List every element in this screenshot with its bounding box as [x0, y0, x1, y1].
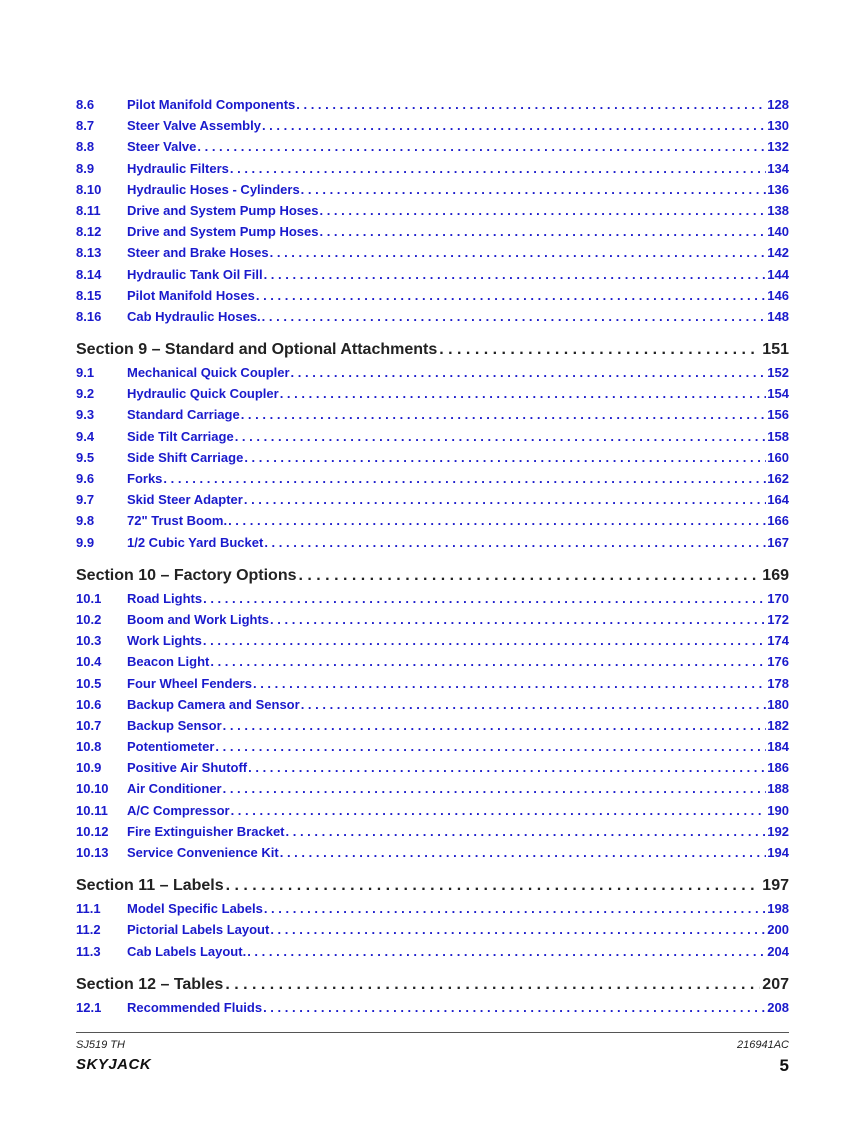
dot-leader: [291, 365, 767, 380]
entry-title: Standard Carriage: [127, 407, 240, 423]
dot-leader: [253, 676, 766, 691]
toc-entry[interactable]: [76, 633, 789, 654]
section-heading[interactable]: [76, 341, 789, 365]
entry-number: 10.10: [76, 781, 109, 797]
toc-entry[interactable]: [76, 429, 789, 450]
entry-page: 162: [767, 471, 789, 486]
dot-leader: [301, 182, 767, 197]
toc-entry[interactable]: [76, 471, 789, 492]
entry-title: Service Convenience Kit: [127, 845, 279, 860]
page-number: 5: [779, 1056, 789, 1075]
entry-number: 8.7: [76, 118, 95, 134]
entry-title: Recommended Fluids: [127, 999, 263, 1015]
entry-page: 138: [767, 202, 789, 218]
entry-page: 158: [767, 428, 789, 444]
section-title: Section 9 – Standard and Optional Attachments: [76, 341, 438, 359]
entry-title: Boom and Work Lights: [127, 611, 270, 627]
entry-title: A/C Compressor: [127, 802, 230, 818]
dot-leader: [262, 309, 767, 324]
entry-page: 132: [767, 139, 789, 155]
dot-leader: [286, 824, 767, 839]
entry-page: 176: [767, 654, 789, 670]
entry-number: 10.7: [76, 717, 102, 733]
entry-title: Cab Labels Layout.: [127, 943, 247, 959]
entry-number: 10.3: [76, 633, 102, 649]
dot-leader: [228, 513, 766, 528]
entry-page: 144: [767, 266, 789, 282]
entry-number: 8.13: [76, 245, 102, 261]
section-page: 169: [762, 566, 789, 584]
entry-number: 8.6: [76, 97, 95, 112]
entry-number: 8.11: [76, 202, 101, 218]
section-heading[interactable]: [76, 567, 789, 591]
toc-entry[interactable]: [76, 944, 789, 965]
entry-title: Steer Valve Assembly: [127, 118, 261, 134]
dot-leader: [301, 697, 767, 712]
toc-entry[interactable]: [76, 267, 789, 288]
entry-number: 11.2: [76, 922, 101, 938]
toc-entry[interactable]: [76, 845, 789, 866]
dot-leader: [256, 288, 766, 303]
entry-number: 10.8: [76, 739, 102, 755]
toc-entry[interactable]: [76, 676, 789, 697]
dot-leader: [203, 591, 766, 606]
dot-leader: [226, 877, 761, 895]
skyjack-logo: SKYJACK: [76, 1056, 152, 1073]
entry-title: Side Shift Carriage: [127, 449, 244, 465]
dot-leader: [197, 139, 766, 154]
entry-title: Mechanical Quick Coupler: [127, 365, 290, 381]
entry-page: 180: [767, 696, 789, 712]
section-title: Section 10 – Factory Options: [76, 566, 297, 584]
entry-page: 154: [767, 386, 789, 402]
entry-page: 208: [767, 999, 789, 1015]
toc-entry[interactable]: [76, 739, 789, 760]
toc-entry[interactable]: [76, 1000, 789, 1021]
dot-leader: [210, 654, 766, 669]
entry-number: 9.2: [76, 386, 95, 402]
entry-number: 9.9: [76, 534, 95, 550]
entry-title: Hydraulic Tank Oil Fill: [127, 266, 263, 282]
toc-entry[interactable]: [76, 203, 789, 224]
dot-leader: [263, 1000, 766, 1015]
entry-title: Work Lights: [127, 633, 202, 649]
entry-number: 10.6: [76, 696, 102, 712]
toc-entry[interactable]: [76, 922, 789, 943]
dot-leader: [247, 944, 766, 959]
entry-page: 194: [767, 845, 789, 860]
entry-page: 148: [767, 308, 789, 324]
dot-leader: [280, 386, 767, 401]
dot-leader: [280, 845, 767, 860]
entry-page: 178: [767, 675, 789, 691]
entry-number: 10.11: [76, 802, 108, 818]
document-code: 216941AC: [737, 1039, 789, 1051]
entry-page: 200: [767, 922, 789, 938]
entry-title: Four Wheel Fenders: [127, 675, 252, 691]
dot-leader: [244, 450, 766, 465]
dot-leader: [223, 718, 767, 733]
entry-number: 10.12: [76, 823, 109, 839]
dot-leader: [244, 492, 766, 507]
toc-entry[interactable]: [76, 901, 789, 922]
entry-title: Hydraulic Filters: [127, 160, 229, 176]
entry-number: 9.6: [76, 471, 95, 486]
entry-title: Fire Extinguisher Bracket: [127, 823, 285, 839]
entry-number: 9.3: [76, 407, 95, 423]
toc-entry[interactable]: [76, 591, 789, 612]
entry-page: 174: [767, 633, 789, 649]
entry-number: 12.1: [76, 999, 102, 1015]
entry-page: 182: [767, 717, 789, 733]
document-id: SJ519 TH: [76, 1039, 125, 1051]
entry-number: 8.15: [76, 287, 102, 303]
entry-number: 8.9: [76, 160, 95, 176]
toc-entry[interactable]: [76, 365, 789, 386]
entry-number: 9.7: [76, 492, 95, 508]
entry-page: 188: [767, 781, 789, 797]
entry-page: 170: [767, 590, 789, 606]
toc-entry[interactable]: [76, 824, 789, 845]
entry-page: 140: [767, 224, 789, 240]
toc-entry[interactable]: [76, 760, 789, 781]
entry-number: 10.4: [76, 654, 102, 670]
toc-entry[interactable]: [76, 535, 789, 556]
dot-leader: [223, 781, 767, 796]
toc-entry[interactable]: [76, 139, 789, 160]
dot-leader: [235, 429, 767, 444]
dot-leader: [270, 922, 766, 937]
entry-page: 136: [767, 181, 789, 197]
dot-leader: [319, 224, 766, 239]
dot-leader: [296, 97, 766, 112]
dot-leader: [262, 118, 766, 133]
dot-leader: [264, 267, 767, 282]
entry-title: Cab Hydraulic Hoses.: [127, 308, 261, 324]
entry-title: Drive and System Pump Hoses: [127, 224, 319, 240]
dot-leader: [231, 803, 767, 818]
toc-entry[interactable]: [76, 161, 789, 182]
entry-page: 167: [767, 534, 789, 550]
entry-title: Drive and System Pump Hoses: [127, 202, 319, 218]
dot-leader: [319, 203, 766, 218]
entry-page: 198: [767, 901, 789, 917]
entry-title: Skid Steer Adapter: [127, 492, 243, 508]
dot-leader: [241, 407, 767, 422]
entry-number: 10.9: [76, 760, 102, 776]
entry-number: 9.1: [76, 365, 95, 381]
toc-entry[interactable]: [76, 309, 789, 330]
entry-number: 11.1: [76, 901, 101, 917]
entry-title: Pilot Manifold Hoses: [127, 287, 255, 303]
entry-title: Road Lights: [127, 590, 203, 606]
section-page: 151: [762, 341, 789, 359]
entry-title: Potentiometer: [127, 739, 215, 755]
toc-entry[interactable]: [76, 492, 789, 513]
section-title: Section 12 – Tables: [76, 975, 224, 993]
dot-leader: [163, 471, 766, 486]
entry-number: 11.3: [76, 943, 101, 959]
entry-page: 184: [767, 739, 789, 755]
toc-entry[interactable]: [76, 803, 789, 824]
toc-entry[interactable]: [76, 513, 789, 534]
dot-leader: [230, 161, 766, 176]
table-of-contents: [76, 97, 789, 1021]
entry-page: 192: [767, 823, 789, 839]
entry-page: 156: [767, 407, 789, 423]
dot-leader: [270, 612, 766, 627]
dot-leader: [270, 245, 767, 260]
entry-number: 10.5: [76, 675, 102, 691]
entry-number: 10.1: [76, 590, 102, 606]
section-title: Section 11 – Labels: [76, 877, 224, 895]
section-heading[interactable]: [76, 976, 789, 1000]
entry-title: Side Tilt Carriage: [127, 428, 234, 444]
toc-entry[interactable]: [76, 288, 789, 309]
entry-page: 152: [767, 365, 789, 381]
toc-entry[interactable]: [76, 118, 789, 139]
entry-title: Hydraulic Quick Coupler: [127, 386, 279, 402]
dot-leader: [439, 341, 760, 359]
entry-title: Pictorial Labels Layout: [127, 922, 270, 938]
entry-number: 9.8: [76, 513, 95, 529]
toc-entry[interactable]: [76, 224, 789, 245]
dot-leader: [225, 976, 760, 994]
entry-title: Backup Sensor: [127, 717, 222, 733]
entry-title: Steer and Brake Hoses: [127, 245, 269, 261]
entry-title: Hydraulic Hoses - Cylinders: [127, 181, 300, 197]
toc-entry[interactable]: [76, 407, 789, 428]
entry-number: 8.16: [76, 308, 102, 324]
entry-title: Air Conditioner: [127, 781, 222, 797]
entry-title: Beacon Light: [127, 654, 210, 670]
dot-leader: [215, 739, 766, 754]
entry-page: 190: [767, 802, 789, 818]
entry-number: 8.12: [76, 224, 102, 240]
toc-entry[interactable]: [76, 245, 789, 266]
toc-entry[interactable]: [76, 97, 789, 118]
section-page: 197: [762, 877, 789, 895]
toc-entry[interactable]: [76, 386, 789, 407]
entry-title: Positive Air Shutoff: [127, 760, 248, 776]
entry-page: 146: [767, 287, 789, 303]
entry-title: 1/2 Cubic Yard Bucket: [127, 534, 264, 550]
entry-page: 166: [767, 513, 789, 529]
dot-leader: [264, 901, 766, 916]
entry-page: 134: [767, 160, 789, 176]
entry-page: 160: [767, 449, 789, 465]
entry-page: 186: [767, 760, 789, 776]
toc-entry[interactable]: [76, 654, 789, 675]
toc-entry[interactable]: [76, 718, 789, 739]
entry-page: 164: [767, 492, 789, 508]
dot-leader: [264, 535, 766, 550]
entry-number: 8.10: [76, 181, 102, 197]
entry-page: 204: [767, 943, 789, 959]
toc-entry[interactable]: [76, 450, 789, 471]
entry-title: 72" Trust Boom.: [127, 513, 228, 529]
entry-title: Forks: [127, 471, 163, 486]
entry-page: 142: [767, 245, 789, 261]
entry-title: Pilot Manifold Components: [127, 97, 296, 112]
toc-entry[interactable]: [76, 612, 789, 633]
footer-divider: [76, 1032, 789, 1033]
section-heading[interactable]: [76, 877, 789, 901]
entry-number: 9.5: [76, 449, 95, 465]
entry-number: 10.13: [76, 845, 109, 860]
entry-page: 128: [767, 97, 789, 112]
section-page: 207: [762, 975, 789, 993]
toc-entry[interactable]: [76, 781, 789, 802]
entry-title: Model Specific Labels: [127, 901, 263, 917]
toc-entry[interactable]: [76, 182, 789, 203]
toc-entry[interactable]: [76, 697, 789, 718]
entry-number: 10.2: [76, 611, 102, 627]
dot-leader: [248, 760, 766, 775]
entry-number: 8.14: [76, 266, 102, 282]
entry-number: 9.4: [76, 428, 95, 444]
entry-title: Backup Camera and Sensor: [127, 696, 300, 712]
dot-leader: [299, 567, 761, 585]
dot-leader: [203, 633, 766, 648]
entry-number: 8.8: [76, 139, 95, 155]
entry-page: 130: [767, 118, 789, 134]
entry-title: Steer Valve: [127, 139, 197, 155]
entry-page: 172: [767, 611, 789, 627]
